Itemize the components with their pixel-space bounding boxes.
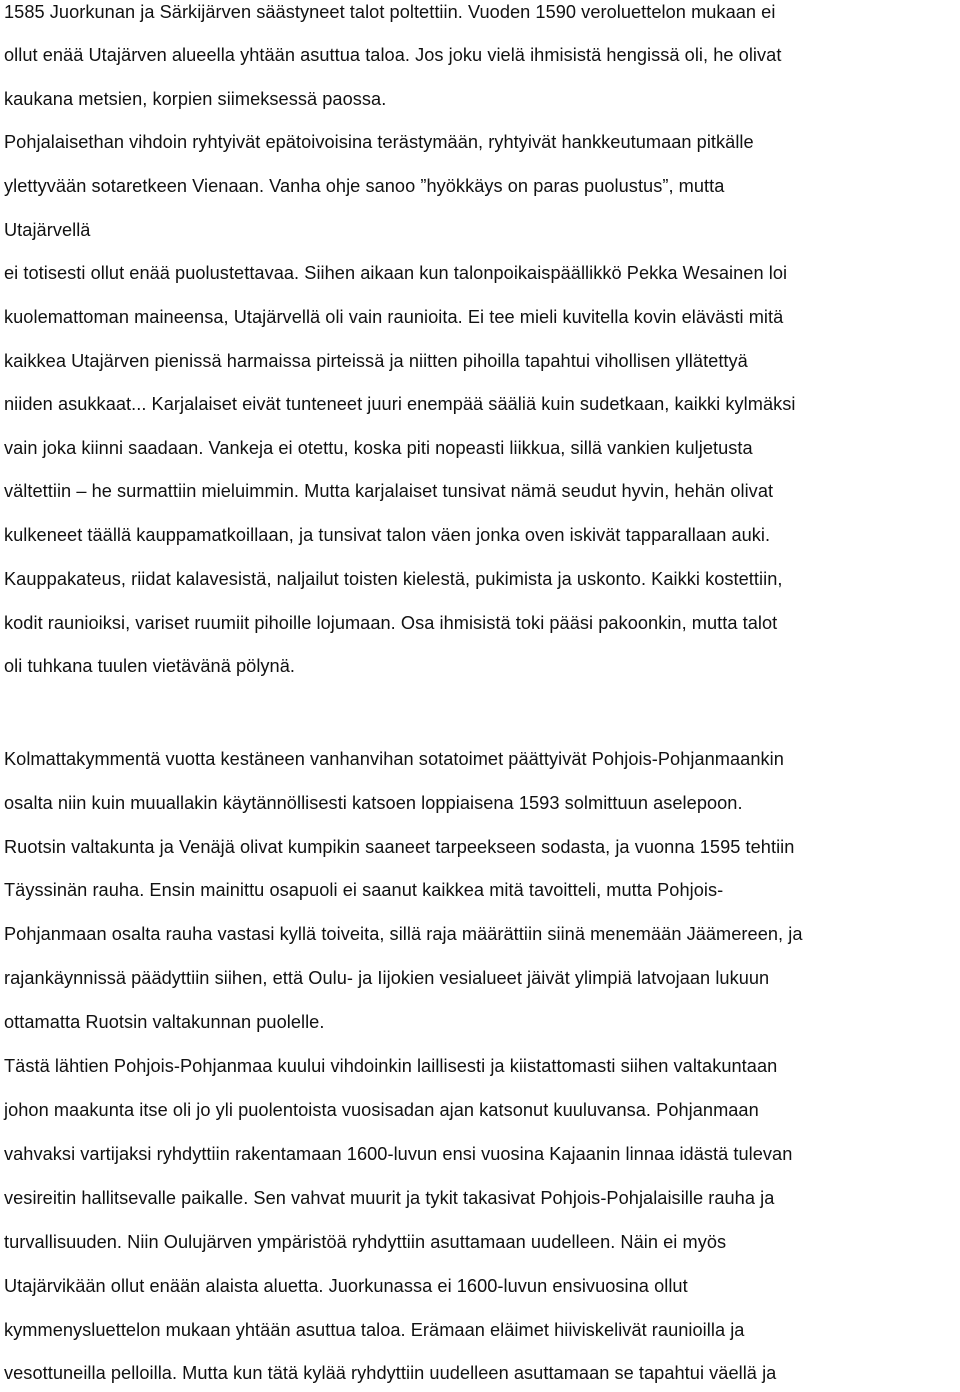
text-line: Utajärvikään ollut enään alaista aluetta. Juorkunassa ei 1600-luvun ensivuosina ollut: [4, 1276, 688, 1296]
text-line: ottamatta Ruotsin valtakunnan puolelle.: [4, 1012, 325, 1032]
text-line: kulkeneet täällä kauppamatkoillaan, ja tunsivat talon väen jonka oven iskivät tapparallaan auki.: [4, 525, 771, 545]
text-line: ylettyvään sotaretkeen Vienaan. Vanha ohje sanoo ”hyökkäys on paras puolustus”, mutta: [4, 176, 725, 196]
text-line: kaukana metsien, korpien siimeksessä paossa.: [4, 89, 387, 109]
text-line: kymmenysluettelon mukaan yhtään asuttua taloa. Erämaan eläimet hiiviskelivät raunioilla ja: [4, 1320, 745, 1340]
text-line: vältettiin – he surmattiin mieluimmin. Mutta karjalaiset tunsivat nämä seudut hyvin, hehän olivat: [4, 481, 774, 501]
text-line: Utajärvellä: [4, 220, 91, 240]
text-line: vahvaksi vartijaksi ryhdyttiin rakentamaan 1600-luvun ensi vuosina Kajaanin linnaa idästä tulevan: [4, 1144, 793, 1164]
text-line: Kolmattakymmentä vuotta kestäneen vanhanvihan sotatoimet päättyivät Pohjois-Pohjanmaankin: [4, 749, 784, 769]
text-line: johon maakunta itse oli jo yli puolentoista vuosisadan ajan katsonut kuuluvansa. Pohjanmaan: [4, 1100, 759, 1120]
text-line: turvallisuuden. Niin Oulujärven ympäristöä ryhdyttiin asuttamaan uudelleen. Näin ei myös: [4, 1232, 727, 1252]
text-line: Kauppakateus, riidat kalavesistä, naljailut toisten kielestä, pukimista ja uskonto. Kaikki kostettiin,: [4, 569, 783, 589]
text-line: 1585 Juorkunan ja Särkijärven säästyneet talot poltettiin. Vuoden 1590 veroluettelon mukaan ei: [4, 2, 776, 22]
text-line: Pohjalaisethan vihdoin ryhtyivät epätoivoisina terästymään, ryhtyivät hankkeutumaan pitkälle: [4, 132, 754, 152]
text-line: vesottuneilla pelloilla. Mutta kun tätä kylää ryhdyttiin uudelleen asuttamaan se tapahtui väellä ja: [4, 1363, 777, 1383]
text-line: kodit raunioiksi, variset ruumiit pihoille lojumaan. Osa ihmisistä toki pääsi pakoonkin, mutta talot: [4, 613, 778, 633]
text-line: kuolemattoman maineensa, Utajärvellä oli vain raunioita. Ei tee mieli kuvitella kovin elävästi mitä: [4, 307, 784, 327]
text-line: oli tuhkana tuulen vietävänä pölynä.: [4, 656, 295, 676]
text-line: kaikkea Utajärven pienissä harmaissa pirteissä ja niitten pihoilla tapahtui vihollisen yllätettyä: [4, 351, 748, 371]
text-line: ollut enää Utajärven alueella yhtään asuttua taloa. Jos joku vielä ihmisistä hengissä oli, he olivat: [4, 45, 782, 65]
text-line: vesireitin hallitsevalle paikalle. Sen vahvat muurit ja tykit takasivat Pohjois-Pohjalaisille rauha ja: [4, 1188, 775, 1208]
text-line: Ruotsin valtakunta ja Venäjä olivat kumpikin saaneet tarpeekseen sodasta, ja vuonna 1595 tehtiin: [4, 837, 795, 857]
text-line: Täyssinän rauha. Ensin mainittu osapuoli ei saanut kaikkea mitä tavoitteli, mutta Pohjois-: [4, 880, 724, 900]
text-line: Pohjanmaan osalta rauha vastasi kyllä toiveita, sillä raja määrättiin siinä menemään Jäämereen, ja: [4, 924, 803, 944]
text-line: ei totisesti ollut enää puolustettavaa. Siihen aikaan kun talonpoikaispäällikkö Pekka Wesainen loi: [4, 263, 788, 283]
text-line: Tästä lähtien Pohjois-Pohjanmaa kuului vihdoinkin laillisesti ja kiistattomasti siihen valtakuntaan: [4, 1056, 778, 1076]
text-line: osalta niin kuin muuallakin käytännöllisesti katsoen loppiaisena 1593 solmittuun aselepoon.: [4, 793, 743, 813]
text-line: rajankäynnissä päädyttiin siihen, että Oulu- ja Iijokien vesialueet jäivät ylimpiä latvojaan lukuun: [4, 968, 770, 988]
text-line: vain joka kiinni saadaan. Vankeja ei otettu, koska piti nopeasti liikkua, sillä vankien kuljetusta: [4, 438, 753, 458]
text-line: niiden asukkaat... Karjalaiset eivät tunteneet juuri enempää sääliä kuin sudetkaan, kaikki kylmäksi: [4, 394, 796, 414]
